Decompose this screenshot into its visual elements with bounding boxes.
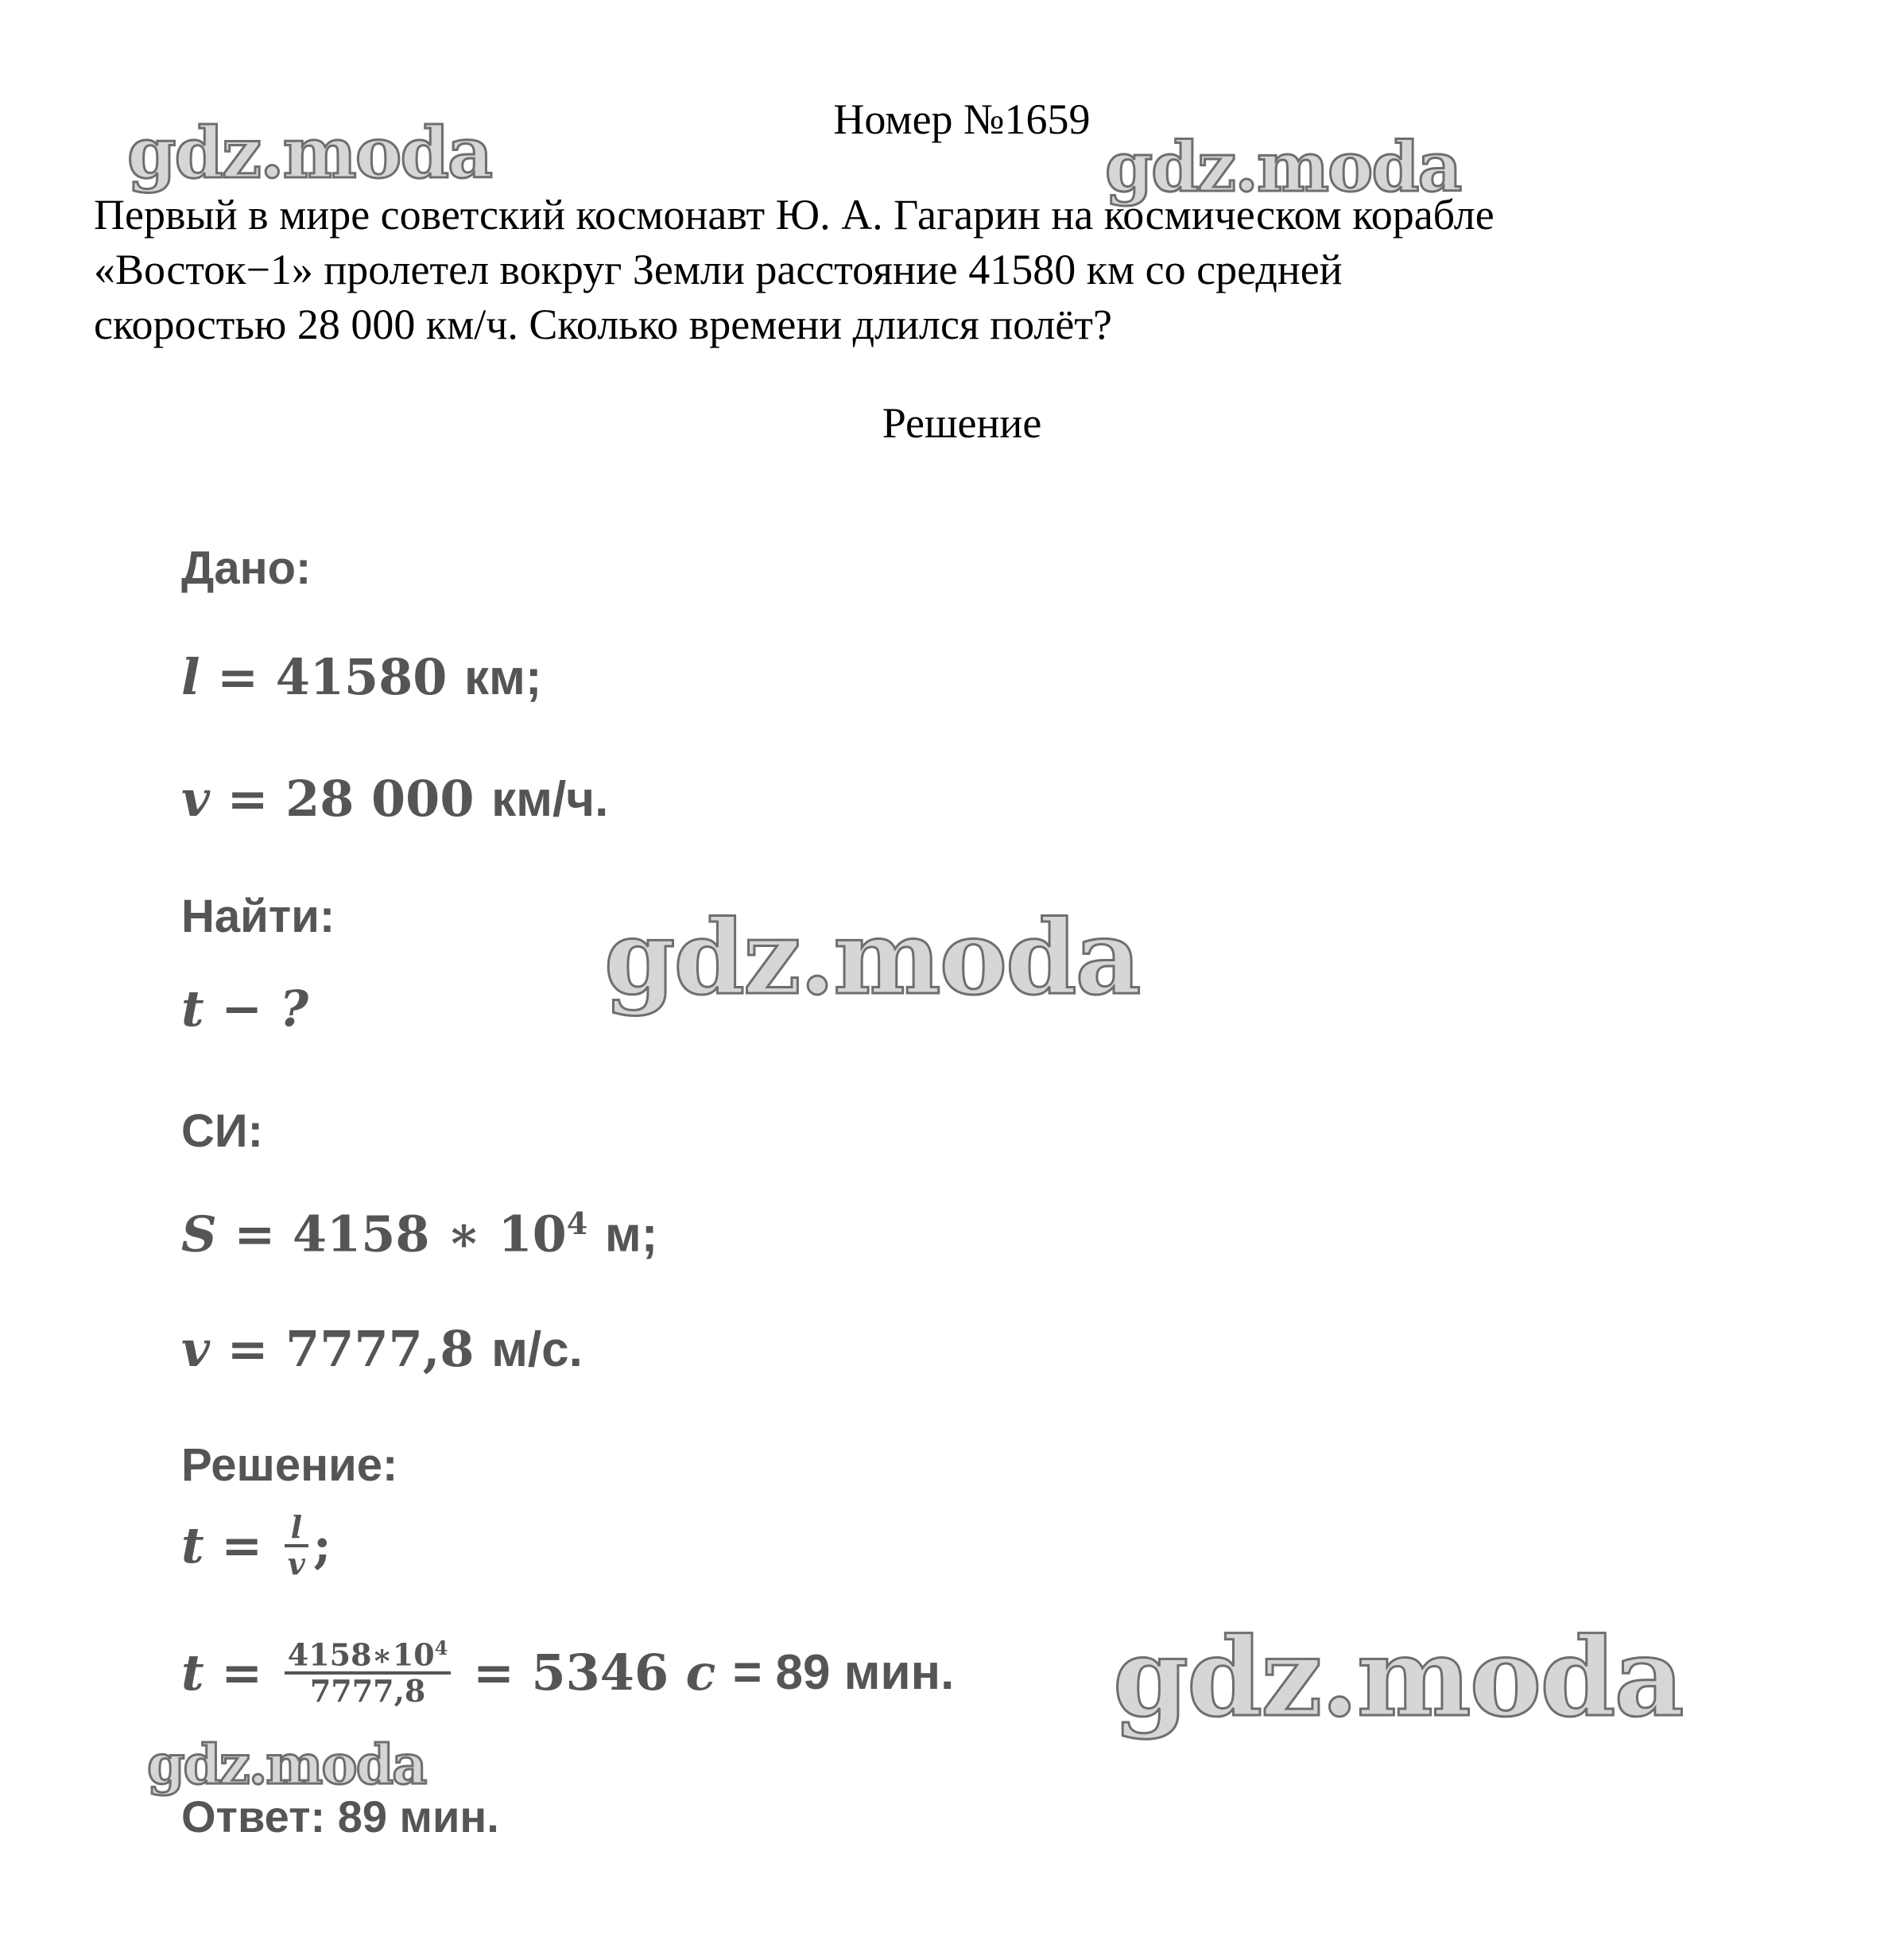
time-calculation: [181, 1638, 954, 1708]
speed-unit-si: м/с.: [491, 1322, 583, 1377]
semicolon: ;: [312, 1516, 331, 1574]
si-speed: [181, 1320, 583, 1380]
problem-statement: [94, 188, 1763, 352]
watermark-bottom-right: gdz.moda: [1113, 1614, 1683, 1741]
var-t: t: [181, 1516, 204, 1574]
fraction-l-over-v: [285, 1511, 308, 1581]
fraction-numerator: l: [285, 1511, 308, 1547]
watermark-top-right: gdz.moda: [1105, 127, 1461, 208]
speed-value-si: 7777,8: [285, 1320, 475, 1378]
var-l: l: [181, 648, 200, 706]
equals-sign: =: [221, 1644, 263, 1702]
equals-sign: =: [227, 1320, 269, 1378]
time-formula: [181, 1511, 331, 1581]
watermark-middle: gdz.moda: [604, 898, 1140, 1018]
given-length: [181, 648, 542, 708]
solution-heading: Решение: [882, 399, 1042, 447]
var-v: v: [181, 1320, 211, 1378]
find-label: Найти:: [181, 891, 335, 942]
equals-sign: =: [227, 770, 269, 828]
var-t: t: [181, 1644, 204, 1702]
speed-value: 28 000: [285, 770, 475, 828]
watermark-bottom-left: gdz.moda: [147, 1733, 426, 1797]
length-value: 41580: [275, 648, 448, 706]
given-label: Дано:: [181, 542, 312, 594]
problem-line-1: Первый в мире советский космонавт Ю. А. Гагарин на космическом корабле: [94, 191, 1495, 239]
var-s: S: [181, 1205, 217, 1263]
var-v: v: [181, 770, 211, 828]
find-expression: t − ?: [181, 980, 309, 1038]
given-speed: [181, 770, 608, 829]
equals-sign: =: [217, 648, 259, 706]
numerator-exponent: 4: [434, 1636, 448, 1659]
fraction-calculation: [285, 1638, 452, 1708]
si-distance: [181, 1194, 657, 1265]
page-title: Номер №1659: [833, 95, 1091, 143]
distance-unit: м;: [604, 1207, 658, 1263]
result-seconds-unit: c: [685, 1644, 716, 1702]
equals-sign: =: [234, 1205, 276, 1263]
answer-text: Ответ: 89 мин.: [181, 1791, 499, 1842]
solution-label: Решение:: [181, 1439, 398, 1491]
numerator-value: 4158∗10: [287, 1636, 435, 1673]
length-unit: км;: [464, 650, 542, 705]
result-minutes: = 89 мин.: [733, 1645, 955, 1701]
distance-value: 4158 ∗ 10: [292, 1205, 567, 1263]
problem-line-2: «Восток−1» пролетел вокруг Земли расстояние 41580 км со средней: [94, 246, 1343, 293]
speed-unit: км/ч.: [491, 772, 609, 827]
fraction-numerator: [285, 1638, 452, 1675]
si-label: СИ:: [181, 1105, 263, 1157]
fraction-denominator: v: [287, 1545, 305, 1582]
equals-sign: =: [221, 1516, 263, 1574]
fraction-denominator: 7777,8: [309, 1673, 426, 1710]
watermark-top-left: gdz.moda: [127, 111, 492, 194]
result-seconds: = 5346: [472, 1644, 669, 1702]
problem-line-3: скоростью 28 000 км/ч. Сколько времени длился полёт?: [94, 301, 1112, 348]
distance-exponent: 4: [566, 1205, 588, 1241]
